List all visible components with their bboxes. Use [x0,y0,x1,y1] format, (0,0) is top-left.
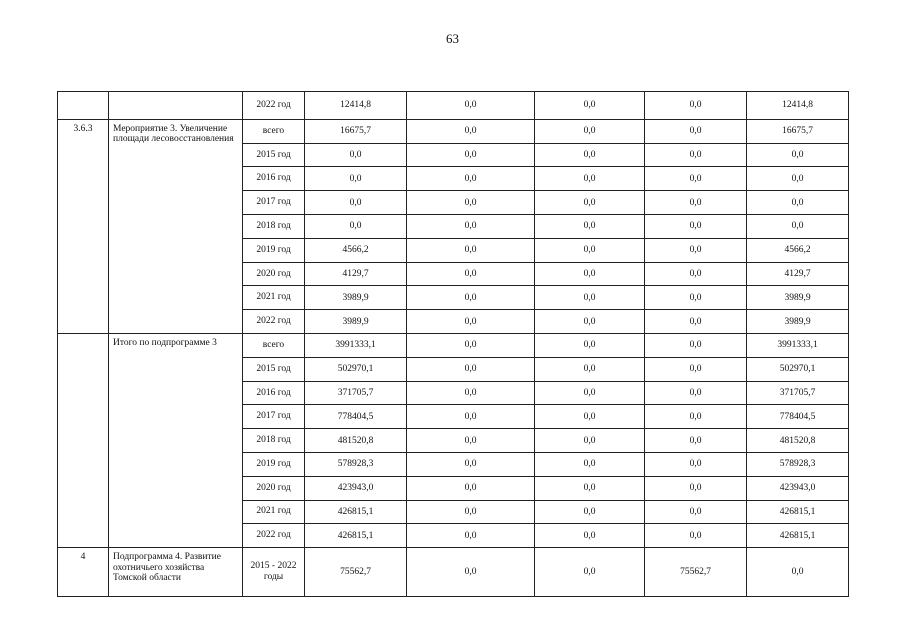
value-cell: 0,0 [535,452,645,476]
value-cell: 75562,7 [645,548,747,597]
value-cell: 0,0 [305,214,407,238]
value-cell: 0,0 [645,405,747,429]
value-cell: 0,0 [535,92,645,120]
value-cell: 0,0 [645,429,747,453]
value-cell: 0,0 [407,452,535,476]
value-cell: 0,0 [535,548,645,597]
year-cell: 2020 год [243,262,305,286]
value-cell: 578928,3 [747,452,849,476]
year-cell: 2022 год [243,310,305,334]
budget-table [57,91,849,597]
year-cell: 2016 год [243,167,305,191]
value-cell: 778404,5 [747,405,849,429]
value-cell: 0,0 [645,92,747,120]
year-cell: 2022 год [243,92,305,120]
number-cell [58,333,109,547]
value-cell: 426815,1 [747,500,849,524]
value-cell: 4129,7 [305,262,407,286]
year-cell: 2018 год [243,214,305,238]
value-cell: 0,0 [535,167,645,191]
value-cell: 0,0 [535,476,645,500]
value-cell: 0,0 [535,286,645,310]
name-cell: Итого по подпрограмме 3 [109,333,243,547]
value-cell: 0,0 [535,333,645,357]
value-cell: 0,0 [747,191,849,215]
value-cell: 0,0 [407,167,535,191]
name-cell: Мероприятие 3. Увеличение площади лесовосстановления [109,119,243,333]
value-cell: 0,0 [535,143,645,167]
value-cell: 3991333,1 [305,333,407,357]
value-cell: 502970,1 [305,357,407,381]
value-cell: 3989,9 [305,286,407,310]
year-cell: 2020 год [243,476,305,500]
value-cell: 75562,7 [305,548,407,597]
value-cell: 426815,1 [305,524,407,548]
value-cell: 3989,9 [747,310,849,334]
value-cell: 0,0 [747,214,849,238]
value-cell: 0,0 [407,381,535,405]
value-cell: 0,0 [747,167,849,191]
value-cell: 12414,8 [747,92,849,120]
table-row [58,119,849,143]
value-cell: 12414,8 [305,92,407,120]
value-cell: 0,0 [407,429,535,453]
year-cell: 2018 год [243,429,305,453]
value-cell: 481520,8 [305,429,407,453]
year-cell: 2019 год [243,452,305,476]
value-cell: 0,0 [645,167,747,191]
value-cell: 0,0 [407,333,535,357]
value-cell: 0,0 [407,92,535,120]
value-cell: 0,0 [535,119,645,143]
value-cell: 0,0 [407,310,535,334]
year-cell: 2017 год [243,405,305,429]
value-cell: 0,0 [645,143,747,167]
value-cell: 0,0 [535,191,645,215]
value-cell: 4129,7 [747,262,849,286]
value-cell: 4566,2 [747,238,849,262]
number-cell: 3.6.3 [58,119,109,333]
value-cell: 0,0 [535,262,645,286]
value-cell: 0,0 [535,381,645,405]
page-number: 63 [446,31,459,46]
table-row [58,333,849,357]
value-cell: 0,0 [535,429,645,453]
value-cell: 0,0 [645,262,747,286]
table-row [58,548,849,597]
year-cell: всего [243,119,305,143]
value-cell: 0,0 [407,238,535,262]
value-cell: 371705,7 [747,381,849,405]
value-cell: 0,0 [645,214,747,238]
value-cell: 0,0 [645,191,747,215]
table-body [58,92,849,597]
value-cell: 0,0 [645,500,747,524]
value-cell: 0,0 [305,167,407,191]
value-cell: 778404,5 [305,405,407,429]
value-cell: 426815,1 [305,500,407,524]
value-cell: 16675,7 [305,119,407,143]
value-cell: 0,0 [747,143,849,167]
name-cell: Подпрограмма 4. Развитие охотничьего хозяйства Томской области [109,548,243,597]
value-cell: 0,0 [407,548,535,597]
value-cell: 0,0 [305,191,407,215]
value-cell: 423943,0 [747,476,849,500]
value-cell: 0,0 [535,214,645,238]
value-cell: 0,0 [407,476,535,500]
year-cell: 2022 год [243,524,305,548]
year-cell: 2017 год [243,191,305,215]
value-cell: 0,0 [407,143,535,167]
value-cell: 0,0 [407,286,535,310]
value-cell: 0,0 [645,524,747,548]
value-cell: 423943,0 [305,476,407,500]
year-cell: 2016 год [243,381,305,405]
value-cell: 0,0 [535,357,645,381]
year-cell: 2021 год [243,500,305,524]
number-cell: 4 [58,548,109,597]
year-cell: 2015 год [243,357,305,381]
value-cell: 4566,2 [305,238,407,262]
value-cell: 16675,7 [747,119,849,143]
value-cell: 426815,1 [747,524,849,548]
value-cell: 502970,1 [747,357,849,381]
value-cell: 0,0 [645,381,747,405]
value-cell: 0,0 [645,119,747,143]
value-cell: 0,0 [535,310,645,334]
value-cell: 0,0 [407,262,535,286]
value-cell: 0,0 [645,357,747,381]
year-cell: всего [243,333,305,357]
value-cell: 481520,8 [747,429,849,453]
value-cell: 371705,7 [305,381,407,405]
value-cell: 0,0 [645,476,747,500]
value-cell: 578928,3 [305,452,407,476]
value-cell: 0,0 [535,500,645,524]
value-cell: 0,0 [407,500,535,524]
value-cell: 0,0 [407,119,535,143]
value-cell: 0,0 [747,548,849,597]
name-cell [109,92,243,120]
value-cell: 3989,9 [305,310,407,334]
year-cell: 2021 год [243,286,305,310]
value-cell: 0,0 [305,143,407,167]
value-cell: 0,0 [645,310,747,334]
value-cell: 0,0 [535,524,645,548]
value-cell: 0,0 [407,524,535,548]
number-cell [58,92,109,120]
value-cell: 0,0 [645,452,747,476]
value-cell: 0,0 [535,238,645,262]
table-row [58,92,849,120]
value-cell: 3989,9 [747,286,849,310]
value-cell: 0,0 [645,286,747,310]
year-cell: 2015 - 2022 годы [243,548,305,597]
value-cell: 0,0 [645,333,747,357]
value-cell: 0,0 [407,191,535,215]
year-cell: 2019 год [243,238,305,262]
value-cell: 0,0 [407,405,535,429]
value-cell: 0,0 [407,357,535,381]
value-cell: 0,0 [407,214,535,238]
value-cell: 3991333,1 [747,333,849,357]
year-cell: 2015 год [243,143,305,167]
value-cell: 0,0 [645,238,747,262]
value-cell: 0,0 [535,405,645,429]
